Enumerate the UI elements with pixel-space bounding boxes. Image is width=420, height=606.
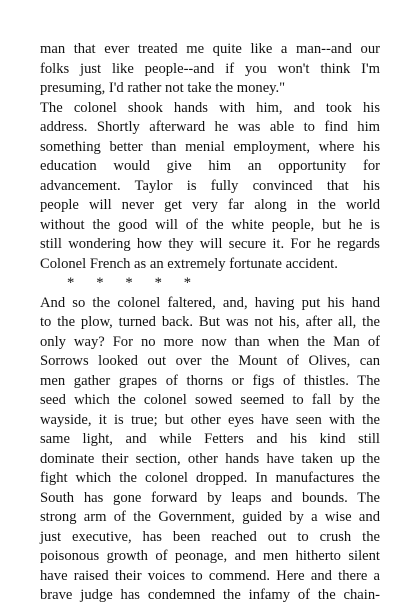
text-line: man that ever treated me quite like a man--and our [40,41,380,57]
paragraph-1 [40,40,380,99]
text-line: dominate their section, other hands have taken up the [40,450,380,467]
text-line: advancement. Taylor is fully convinced that his [40,177,380,194]
text-line: fight which the colonel dropped. In manufactures the [40,470,380,486]
text-line: Sorrows looked out over the Mount of Olives, can [40,353,380,369]
text-line: people will never get very far along in the world [40,197,380,213]
text-line: presuming, I'd rather not take the money." [40,80,286,96]
section-break: * * * * * [67,275,192,291]
text-line: still wondering how they will secure it. For he regards [40,236,380,252]
text-line: have raised their voices to commend. Here and there a [40,567,380,584]
text-line: without the good will of the white people, but he is [40,216,380,233]
paragraph-3 [40,294,380,606]
text-line: brave judge has condemned the infamy of the chain- [40,587,380,603]
text-line: men gather grapes of thorns or figs of thistles. The [40,372,380,389]
text-line: Colonel French as an extremely fortunate accident. [40,255,338,272]
text-line: address. Shortly afterward he was able to find him [40,119,380,135]
document-page [40,40,380,606]
text-line: South has gone forward by leaps and bounds. The [40,489,380,506]
text-line: The colonel shook hands with him, and took his [40,99,380,116]
text-line: seed which the colonel sowed seemed to fall by the [40,392,380,408]
paragraph-2 [40,99,380,275]
text-line: wayside, it is true; but other eyes have seen with the [40,411,380,428]
text-line: only way? For no more now than when the Man of [40,333,380,350]
text-line: strong arm of the Government, guided by a wise and [40,509,380,525]
text-line: something better than menial employment, where his [40,138,380,155]
text-line: to the plow, turned back. But was not his, after all, the [40,314,380,330]
text-line: same light, and while Fetters and his kind still [40,431,380,447]
text-line: folks just like people--and if you won't think I'm [40,60,380,77]
text-line: just executive, has been reached out to crush the [40,528,380,545]
text-line: education would give him an opportunity for [40,158,380,174]
text-line: poisonous growth of peonage, and men hitherto silent [40,548,380,564]
text-line: And so the colonel faltered, and, having put his hand [40,294,380,311]
